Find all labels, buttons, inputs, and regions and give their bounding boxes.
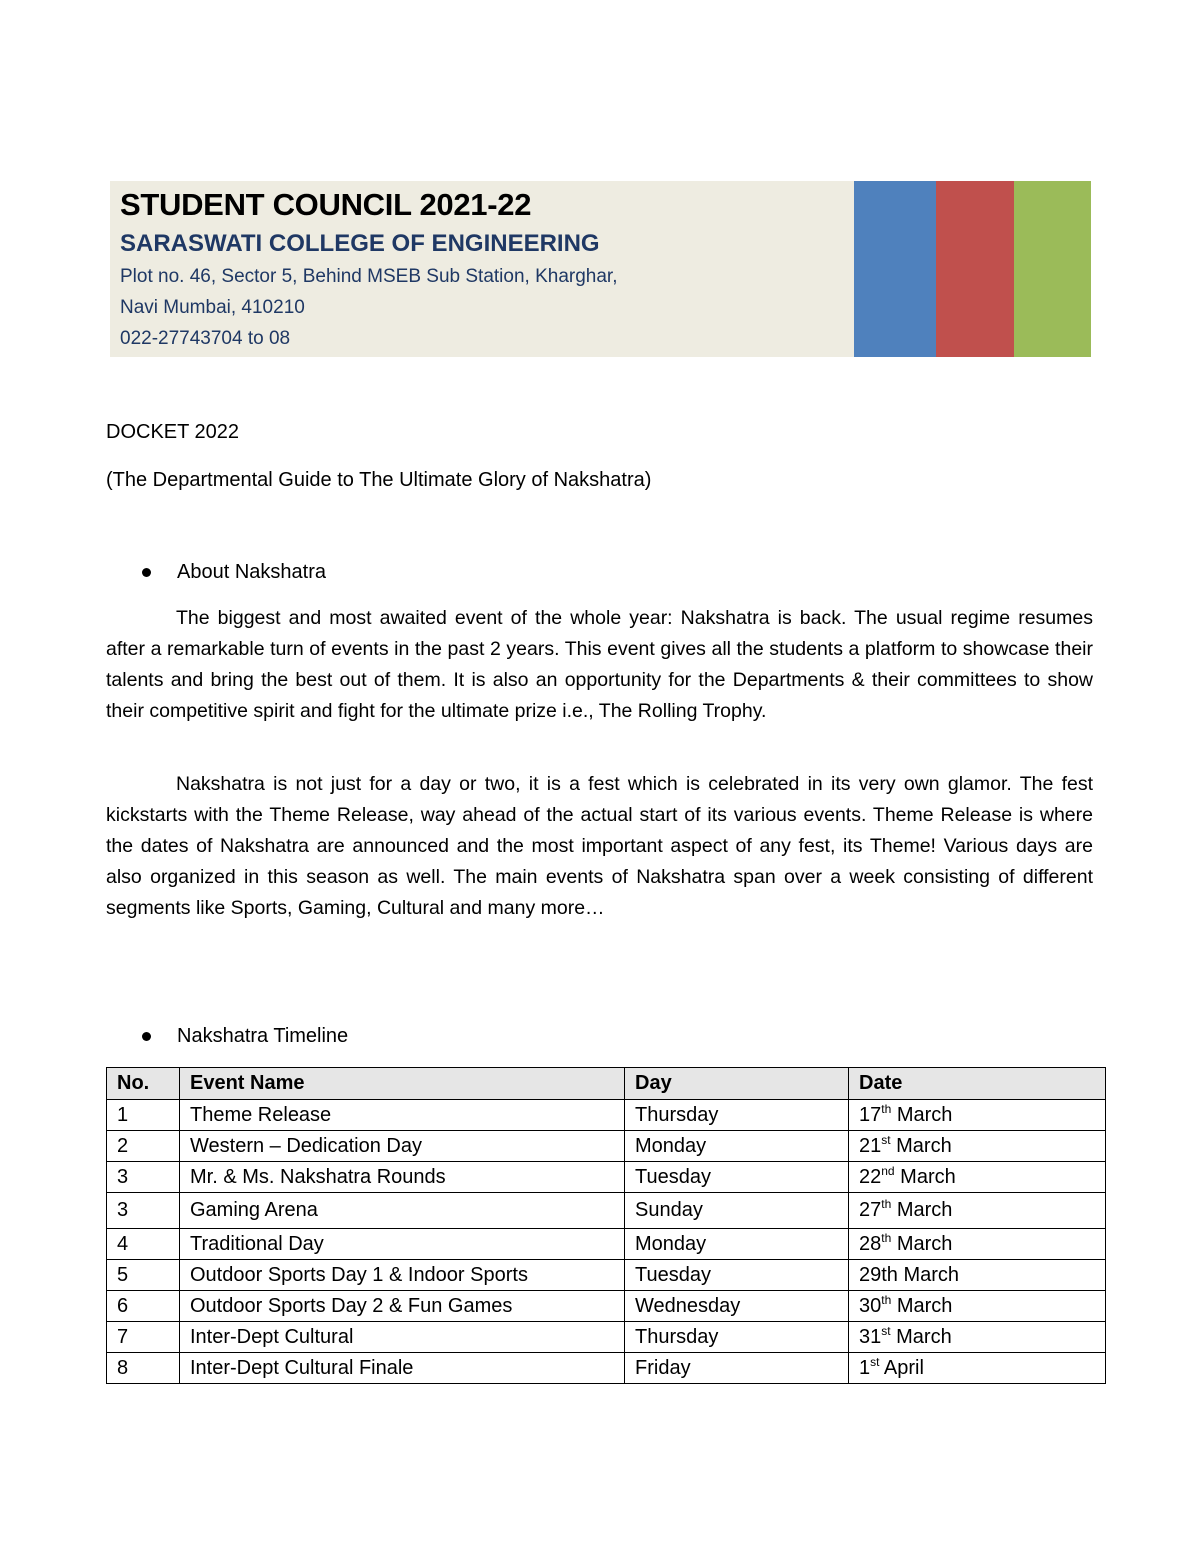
green-color-block [1014,181,1091,357]
letterhead [110,181,1091,357]
table-header-row [107,1068,1106,1100]
cell-date [849,1260,1106,1291]
date-month: March [891,1232,953,1255]
table-row [107,1260,1106,1291]
cell-event-name: Western – Dedication Day [180,1131,625,1162]
table-row [107,1131,1106,1162]
cell-day: Sunday [625,1193,849,1229]
cell-date [849,1353,1106,1384]
table-row [107,1229,1106,1260]
cell-date [849,1131,1106,1162]
about-paragraph-2: Nakshatra is not just for a day or two, it is a fest which is celebrated in its very own glamor. The fest kickstarts with the Theme Release, way ahead of the actual start of its various events. Theme Release is where the dates of Nakshatra are announced and the most important aspect of any fest, its Theme! Various days are also organized in this season as well. The main events of Nakshatra span over a week consisting of different segments like Sports, Gaming, Cultural and many more… [106,773,1093,919]
table-row [107,1322,1106,1353]
cell-day: Monday [625,1229,849,1260]
date-number: 1 [859,1356,871,1379]
cell-no: 3 [107,1162,180,1193]
date-number: 22 [859,1165,882,1188]
blue-color-block [854,181,936,357]
docket-title: DOCKET 2022 [106,421,240,443]
cell-date [849,1322,1106,1353]
table-row [107,1291,1106,1322]
red-color-block [936,181,1014,357]
date-suffix: st [870,1354,880,1369]
date-suffix: nd [881,1163,895,1178]
date-suffix: th [881,1197,892,1211]
date-suffix: st [881,1132,891,1147]
date-number: 21 [859,1134,882,1157]
cell-day: Tuesday [625,1162,849,1193]
table-row [107,1353,1106,1384]
date-month: March [890,1325,952,1348]
date-number: 17 [859,1103,882,1126]
timeline-heading: Nakshatra Timeline [177,1025,349,1047]
column-header-day: Day [625,1068,849,1100]
date-month: March [891,1103,953,1126]
cell-no: 2 [107,1131,180,1162]
column-header-event: Event Name [180,1068,625,1100]
cell-date [849,1291,1106,1322]
cell-day: Tuesday [625,1260,849,1291]
date-suffix: th [881,1230,892,1245]
college-name: SARASWATI COLLEGE OF ENGINEERING [120,230,600,257]
bullet-icon [142,1032,151,1041]
docket-subtitle: (The Departmental Guide to The Ultimate Glory of Nakshatra) [106,469,652,491]
table-row [107,1193,1106,1229]
cell-date [849,1193,1106,1229]
cell-no: 7 [107,1322,180,1353]
date-number: 31 [859,1325,882,1348]
cell-no: 4 [107,1229,180,1260]
cell-no: 5 [107,1260,180,1291]
date-month: March [891,1199,953,1221]
about-paragraph-1: The biggest and most awaited event of the whole year: Nakshatra is back. The usual regime resumes after a remarkable turn of events in the past 2 years. This event gives all the students a platform to showcase their talents and bring the best out of them. It is also an opportunity for the Departments & their committees to show their competitive spirit and fight for the ultimate prize i.e., The Rolling Trophy. [106,607,1093,722]
date-number: 27 [859,1199,882,1221]
column-header-no: No. [107,1068,180,1100]
cell-date [849,1162,1106,1193]
cell-event-name: Inter-Dept Cultural [180,1322,625,1353]
about-heading: About Nakshatra [177,561,326,583]
cell-event-name: Mr. & Ms. Nakshatra Rounds [180,1162,625,1193]
cell-no: 8 [107,1353,180,1384]
address-line-1: Plot no. 46, Sector 5, Behind MSEB Sub Station, Kharghar, [120,266,618,287]
table-row [107,1162,1106,1193]
date-suffix: th [881,1101,892,1116]
date-month: March [891,1294,953,1317]
date-month: April [879,1356,924,1379]
bullet-icon [142,568,151,577]
cell-day: Friday [625,1353,849,1384]
cell-day: Thursday [625,1100,849,1131]
cell-event-name: Gaming Arena [180,1193,625,1229]
letterhead-text [120,185,617,354]
cell-date [849,1229,1106,1260]
cell-no: 1 [107,1100,180,1131]
date-month: March [890,1134,952,1157]
date-suffix: th [881,1292,892,1307]
phone-number: 022-27743704 to 08 [120,328,291,349]
cell-event-name: Traditional Day [180,1229,625,1260]
table-row [107,1100,1106,1131]
cell-event-name: Inter-Dept Cultural Finale [180,1353,625,1384]
cell-date [849,1100,1106,1131]
address-line-2: Navi Mumbai, 410210 [120,297,305,318]
date-number: 28 [859,1232,882,1255]
cell-day: Monday [625,1131,849,1162]
cell-day: Thursday [625,1322,849,1353]
cell-event-name: Outdoor Sports Day 2 & Fun Games [180,1291,625,1322]
timeline-table [106,1067,1106,1384]
column-header-date: Date [849,1068,1106,1100]
cell-no: 3 [107,1193,180,1229]
about-heading-row [142,558,326,586]
cell-event-name: Outdoor Sports Day 1 & Indoor Sports [180,1260,625,1291]
date-month: March [894,1165,956,1188]
date-number: 30 [859,1294,882,1317]
timeline-heading-row [142,1022,348,1050]
cell-day: Wednesday [625,1291,849,1322]
date-suffix: st [881,1323,891,1338]
cell-event-name: Theme Release [180,1100,625,1131]
council-title: STUDENT COUNCIL 2021-22 [120,187,532,222]
cell-no: 6 [107,1291,180,1322]
date-number: 29th March [859,1263,960,1286]
